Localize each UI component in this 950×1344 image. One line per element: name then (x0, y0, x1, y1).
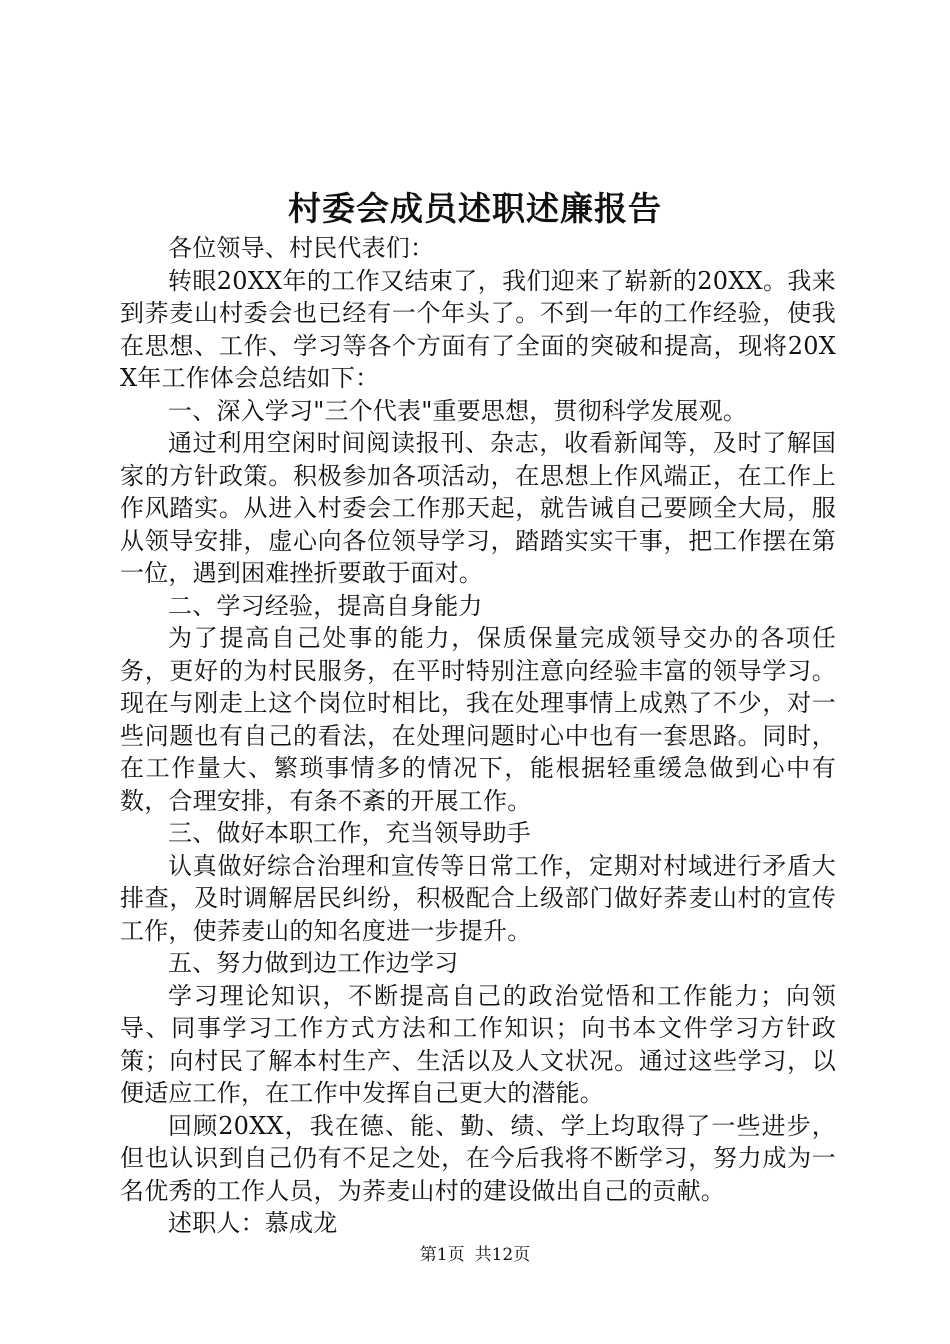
section-body-1: 通过利用空闲时间阅读报刊、杂志，收看新闻等，及时了解国家的方针政策。积极参加各项活动，在思想上作风端正，在工作上作风踏实。从进入村委会工作那天起，就告诫自己要顾全大局，服从领导安排，虚心向各位领导学习，踏踏实实干事，把工作摆在第一位，遇到困难挫折要敢于面对。 (120, 429, 836, 587)
section-heading-5: 五、努力做到边工作边学习 (168, 949, 459, 977)
document-body (120, 232, 836, 1240)
page-footer (0, 1243, 950, 1267)
document-title: 村委会成员述职述廉报告 (288, 189, 662, 228)
section-body-2: 为了提高自己处事的能力，保质保量完成领导交办的各项任务，更好的为村民服务，在平时特别注意向经验丰富的领导学习。现在与刚走上这个岗位时相比，我在处理事情上成熟了不少，对一些问题也有自己的看法，在处理问题时心中也有一套思路。同时，在工作量大、繁琐事情多的情况下，能根据轻重缓急做到心中有数，合理安排，有条不紊的开展工作。 (120, 624, 836, 815)
section-heading-1: 一、深入学习"三个代表"重要思想，贯彻科学发展观。 (168, 396, 748, 425)
page-number: 第1页 (419, 1245, 465, 1265)
intro-paragraph: 转眼20XX年的工作又结束了，我们迎来了崭新的20XX。我来到荞麦山村委会也已经有一个年头了。不到一年的工作经验，使我在思想、工作、学习等各个方面有了全面的突破和提高，现将20XX年工作体会总结如下： (120, 266, 836, 392)
section-heading-2: 二、学习经验，提高自身能力 (168, 591, 483, 620)
signature-line: 述职人：慕成龙 (168, 1209, 338, 1237)
salutation-paragraph: 各位领导、村民代表们： (168, 234, 435, 262)
page-total: 共12页 (474, 1245, 531, 1265)
section-body-3: 认真做好综合治理和宣传等日常工作，定期对村域进行矛盾大排查，及时调解居民纠纷，积极配合上级部门做好荞麦山村的宣传工作，使荞麦山的知名度进一步提升。 (120, 851, 836, 945)
section-body-5: 学习理论知识，不断提高自己的政治觉悟和工作能力；向领导、同事学习工作方式方法和工作知识；向书本文件学习方针政策；向村民了解本村生产、生活以及人文状况。通过这些学习，以便适应工作，在工作中发挥自己更大的潜能。 (120, 981, 836, 1107)
section-heading-3: 三、做好本职工作，充当领导助手 (168, 819, 531, 847)
conclusion-paragraph: 回顾20XX，我在德、能、勤、绩、学上均取得了一些进步，但也认识到自己仍有不足之处，在今后我将不断学习，努力成为一名优秀的工作人员，为荞麦山村的建设做出自己的贡献。 (120, 1111, 836, 1205)
